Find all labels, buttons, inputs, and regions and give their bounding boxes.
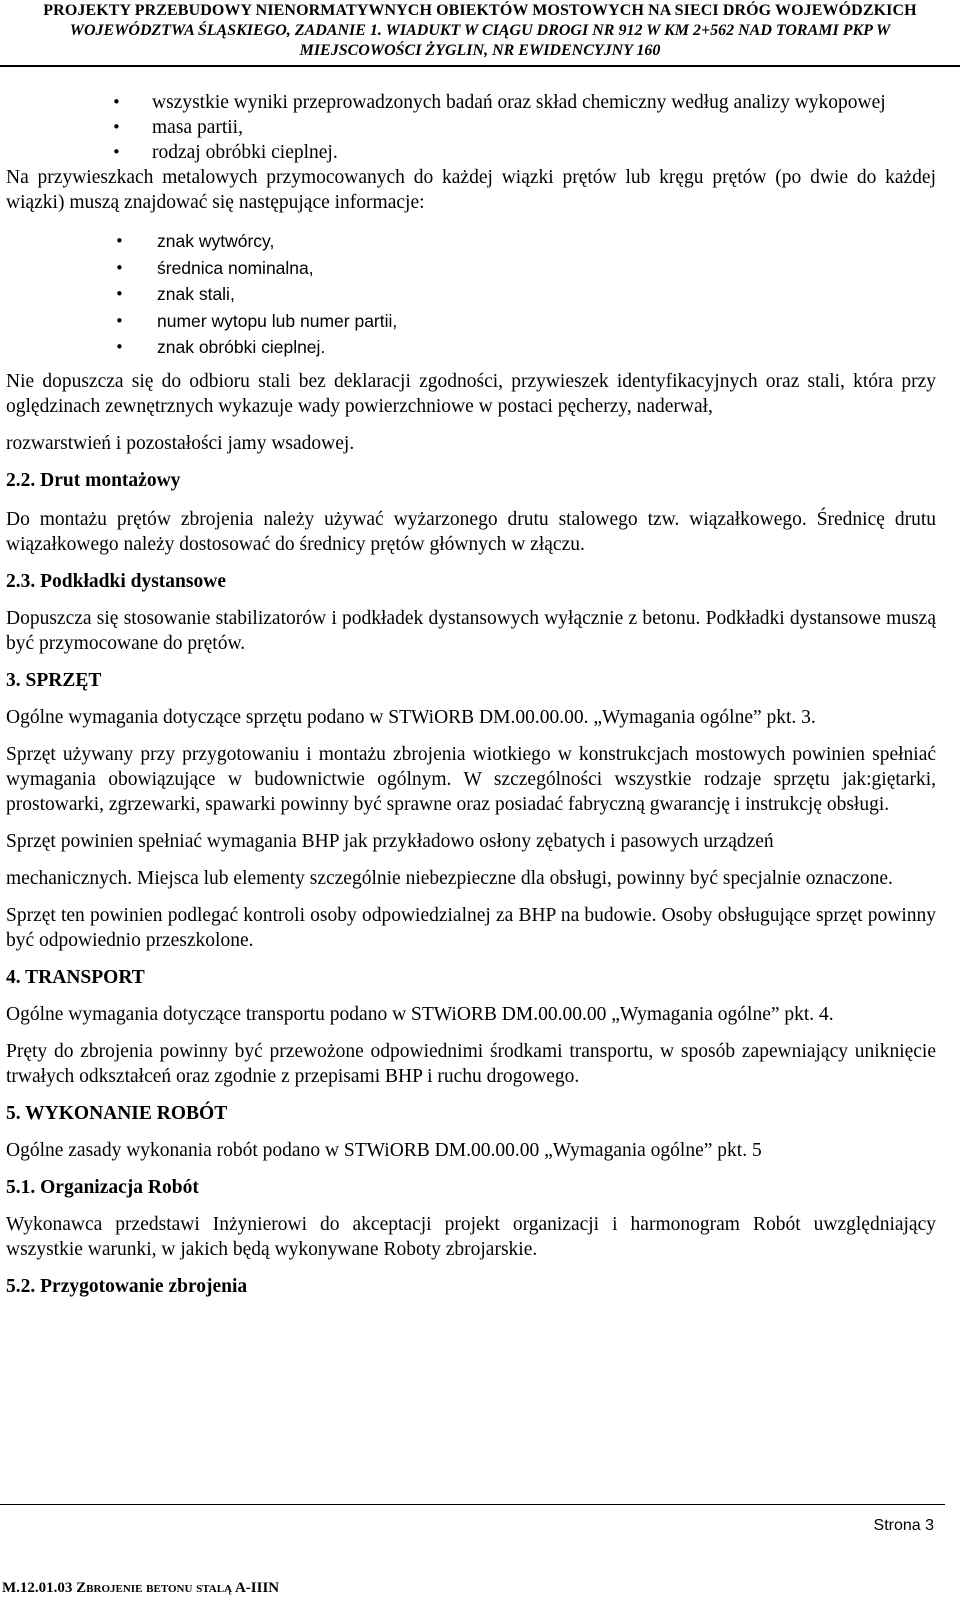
section-3-paragraph-4: Sprzęt ten powinien podlegać kontroli osoby odpowiedzialnej za BHP na budowie. Osoby obsługujące sprzęt powinny być odpowiednio przeszkolone. bbox=[6, 904, 936, 951]
section-title-5: 5. WYKONANIE ROBÓT bbox=[6, 1102, 228, 1124]
paragraph-reject: Nie dopuszcza się do odbioru stali bez deklaracji zgodności, przywieszek identyfikacyjnych oraz stali, która przy oględzinach zewnętrznych wykazuje wady powierzchniowe w postaci pęcherzy, naderwał, bbox=[6, 370, 936, 417]
section-3-paragraph-1: Ogólne wymagania dotyczące sprzętu podano w STWiORB DM.00.00.00. „Wymagania ogólne” pkt. 3. bbox=[6, 706, 816, 728]
tag-info-list bbox=[6, 228, 936, 361]
section-title-2-2: 2.2. Drut montażowy bbox=[6, 469, 181, 491]
section-4-paragraph-2: Pręty do zbrojenia powinny być przewożone odpowiednimi środkami transportu, w sposób zapewniający uniknięcie trwałych odkształceń oraz zgodnie z przepisami BHP i ruchu drogowego. bbox=[6, 1040, 936, 1087]
section-text-2-2: Do montażu prętów zbrojenia należy używać wyżarzonego drutu stalowego tzw. wiązałkowego. Średnicę drutu wiązałkowego należy dostosować do średnicy prętów głównych w złączu. bbox=[6, 508, 936, 555]
footer-divider bbox=[0, 1504, 945, 1505]
footer-document-title bbox=[2, 1578, 279, 1598]
list-item: • masa partii, bbox=[152, 115, 936, 140]
section-title-3: 3. SPRZĘT bbox=[6, 669, 102, 691]
section-5-paragraph-1: Ogólne zasady wykonania robót podano w STWiORB DM.00.00.00 „Wymagania ogólne” pkt. 5 bbox=[6, 1139, 762, 1161]
header-divider bbox=[0, 65, 960, 67]
section-title-2-3: 2.3. Podkładki dystansowe bbox=[6, 570, 226, 592]
section-3-paragraph-3: Sprzęt powinien spełniać wymagania BHP jak przykładowo osłony zębatych i pasowych urządzeń bbox=[6, 830, 774, 852]
header-line-1: PROJEKTY PRZEBUDOWY NIENORMATYWNYCH OBIEKTÓW MOSTOWYCH NA SIECI DRÓG WOJEWÓDZKICH bbox=[43, 2, 917, 19]
section-title-4: 4. TRANSPORT bbox=[6, 966, 145, 988]
section-3-paragraph-2: Sprzęt używany przy przygotowaniu i montażu zbrojenia wiotkiego w konstrukcjach mostowych powinien spełniać wymagania obowiązujące w budownictwie ogólnym. W szczególności wszystkie rodzaje sprzętu jak:giętarki, prostowarki, zgrzewarki, spawarki powinny być sprawne oraz posiadać fabryczną gwarancję i instrukcję obsługi. bbox=[6, 743, 936, 815]
document-body bbox=[6, 90, 936, 1299]
list-item: • znak obróbki cieplnej. bbox=[157, 334, 936, 361]
list-item: • średnica nominalna, bbox=[157, 255, 936, 282]
page-number: Strona 3 bbox=[873, 1517, 934, 1534]
paragraph-tags: Na przywieszkach metalowych przymocowanych do każdej wiązki prętów lub kręgu prętów (po dwie do każdej wiązki) muszą znajdować się następujące informacje: bbox=[6, 167, 936, 213]
section-text-2-3: Dopuszcza się stosowanie stabilizatorów i podkładek dystansowych wyłącznie z betonu. Podkładki dystansowe muszą być przymocowane do prętów. bbox=[6, 607, 936, 654]
section-title-5-1: 5.1. Organizacja Robót bbox=[6, 1176, 199, 1198]
delivery-info-list bbox=[6, 90, 936, 165]
section-title-5-2: 5.2. Przygotowanie zbrojenia bbox=[6, 1275, 248, 1297]
list-item: • wszystkie wyniki przeprowadzonych badań oraz skład chemiczny według analizy wykopowej bbox=[152, 90, 936, 115]
section-5-1-text: Wykonawca przedstawi Inżynierowi do akceptacji projekt organizacji i harmonogram Robót uwzględniający wszystkie warunki, w jakich będą wykonywane Roboty zbrojarskie. bbox=[6, 1213, 936, 1260]
section-4-paragraph-1: Ogólne wymagania dotyczące transportu podano w STWiORB DM.00.00.00 „Wymagania ogólne” pkt. 4. bbox=[6, 1003, 834, 1025]
page-header bbox=[0, 0, 960, 67]
section-3-paragraph-3-cont: mechanicznych. Miejsca lub elementy szczególnie niebezpieczne dla obsługi, powinny być specjalnie oznaczone. bbox=[6, 867, 893, 889]
list-item: • rodzaj obróbki cieplnej. bbox=[152, 140, 936, 165]
footer-doc-code: M.12.01.03 bbox=[2, 1580, 73, 1596]
header-line-2: WOJEWÓDZTWA ŚLĄSKIEGO, ZADANIE 1. WIADUKT W CIĄGU DROGI NR 912 W KM 2+562 NAD TORAMI PKP W bbox=[69, 22, 891, 39]
list-item: • znak wytwórcy, bbox=[157, 228, 936, 255]
footer-doc-name: Zbrojenie betonu stalą A-IIIN bbox=[76, 1580, 280, 1596]
list-item: • znak stali, bbox=[157, 281, 936, 308]
paragraph-reject-cont: rozwarstwień i pozostałości jamy wsadowej. bbox=[6, 432, 355, 454]
header-line-3: MIEJSCOWOŚCI ŻYGLIN, NR EWIDENCYJNY 160 bbox=[299, 42, 661, 59]
list-item: • numer wytopu lub numer partii, bbox=[157, 308, 936, 335]
